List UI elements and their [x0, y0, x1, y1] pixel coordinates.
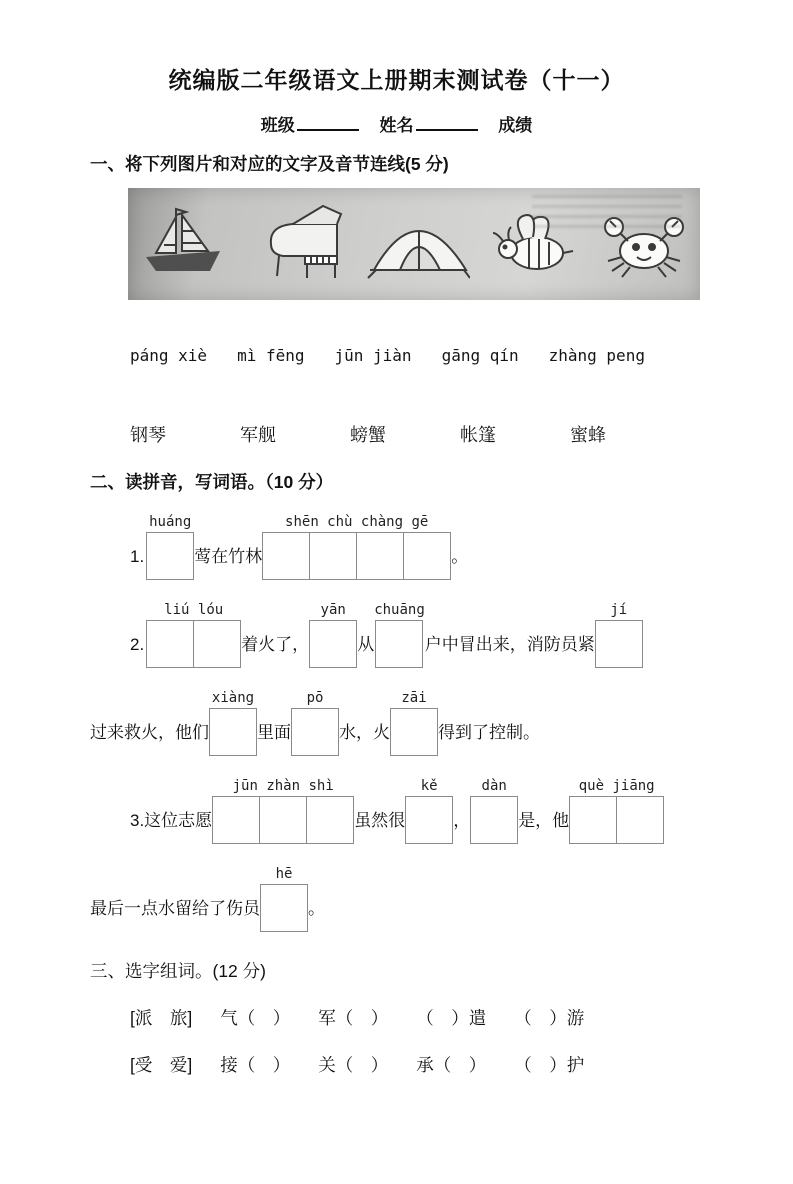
section2-line5	[90, 864, 793, 932]
pinyin-option[interactable]: páng xiè	[130, 346, 208, 365]
pinyin-hint: jí	[610, 602, 628, 618]
answer-box-group	[595, 600, 643, 668]
section3-row1	[130, 1005, 793, 1030]
word-blank[interactable]: （ ）遣	[416, 1008, 487, 1028]
answer-box-group	[569, 776, 664, 844]
answer-cell[interactable]	[595, 620, 643, 668]
answer-box-group	[309, 600, 357, 668]
pinyin-hint: yān	[320, 602, 346, 618]
answer-cell[interactable]	[309, 532, 357, 580]
word-blank[interactable]: （ ）护	[514, 1055, 585, 1075]
item-number: 1.	[130, 547, 145, 566]
answer-box-group	[390, 688, 438, 756]
sentence-text: ，	[453, 811, 471, 830]
answer-cell[interactable]	[146, 620, 194, 668]
pinyin-hint: zāi	[401, 690, 427, 706]
answer-box-group	[405, 776, 453, 844]
answer-box-group	[262, 512, 451, 580]
grand-piano-drawing	[245, 204, 349, 284]
score-label: 成绩	[498, 116, 533, 135]
pinyin-hint: dàn	[481, 778, 507, 794]
word-option[interactable]: 军舰	[240, 425, 276, 445]
word-options-row	[130, 421, 793, 447]
answer-cell[interactable]	[260, 884, 308, 932]
pinyin-options-row	[130, 346, 793, 365]
sentence-text: 得到了控制。	[438, 723, 540, 742]
page-title: 统编版二年级语文上册期末测试卷（十一）	[168, 67, 625, 93]
pinyin-hint: huáng	[149, 514, 192, 530]
paper-bleed-through	[532, 194, 682, 228]
word-blank[interactable]: 承（ ）	[416, 1055, 487, 1075]
sentence-text: 。	[308, 899, 325, 918]
answer-cell[interactable]	[375, 620, 423, 668]
answer-cell[interactable]	[146, 532, 194, 580]
answer-cell[interactable]	[390, 708, 438, 756]
picture-strip	[128, 188, 700, 300]
answer-box-group	[146, 512, 194, 580]
name-blank[interactable]	[416, 111, 478, 131]
name-label: 姓名	[379, 116, 414, 135]
sentence-text: 着火了，	[241, 635, 310, 654]
answer-cell[interactable]	[291, 708, 339, 756]
answer-cell[interactable]	[403, 532, 451, 580]
answer-cell[interactable]	[405, 796, 453, 844]
answer-cell[interactable]	[306, 796, 354, 844]
sentence-text: 最后一点水留给了伤员	[90, 899, 260, 918]
sentence-text: 虽然很	[354, 811, 406, 830]
section3-row2	[130, 1052, 793, 1077]
word-blank[interactable]: 气（ ）	[220, 1008, 291, 1028]
word-option[interactable]: 钢琴	[130, 425, 166, 445]
answer-box-group	[146, 600, 241, 668]
pinyin-option[interactable]: gāng qín	[441, 346, 519, 365]
answer-cell[interactable]	[193, 620, 241, 668]
pinyin-hint: chuāng	[374, 602, 425, 618]
choice-bracket: [派 旅]	[130, 1008, 193, 1028]
section2-line1	[130, 512, 793, 580]
section3-heading: 三、选字组词。(12 分)	[90, 961, 266, 981]
answer-cell[interactable]	[309, 620, 357, 668]
word-blank[interactable]: 接（ ）	[220, 1055, 291, 1075]
pinyin-option[interactable]: jūn jiàn	[334, 346, 412, 365]
answer-cell[interactable]	[209, 708, 257, 756]
sentence-text: 里面	[257, 723, 291, 742]
answer-cell[interactable]	[212, 796, 260, 844]
answer-cell[interactable]	[259, 796, 307, 844]
section1-heading: 一、将下列图片和对应的文字及音节连线(5 分)	[90, 154, 449, 174]
header-fields	[0, 111, 793, 136]
pinyin-option[interactable]: mì fēng	[237, 346, 305, 365]
section2-line3	[90, 688, 793, 756]
answer-cell[interactable]	[569, 796, 617, 844]
sentence-text: 过来救火，他们	[90, 723, 209, 742]
pinyin-hint: què jiāng	[578, 778, 655, 794]
sentence-text: 水，火	[339, 723, 390, 742]
word-option[interactable]: 帐篷	[460, 425, 496, 445]
word-blank[interactable]: （ ）游	[514, 1008, 585, 1028]
sentence-text: 是，他	[518, 811, 570, 830]
section2-line2	[130, 600, 793, 668]
pinyin-hint: hē	[275, 866, 293, 882]
answer-box-group	[470, 776, 518, 844]
word-option[interactable]: 蜜蜂	[570, 425, 606, 445]
pinyin-hint: kě	[420, 778, 438, 794]
pinyin-hint: shēn chù chàng gē	[285, 514, 429, 530]
answer-box-group	[374, 600, 425, 668]
class-label: 班级	[260, 116, 295, 135]
sentence-text: 莺在竹林	[194, 547, 263, 566]
section2-line4	[130, 776, 793, 844]
answer-cell[interactable]	[616, 796, 664, 844]
answer-cell[interactable]	[356, 532, 404, 580]
class-blank[interactable]	[297, 111, 359, 131]
pinyin-hint: pō	[306, 690, 324, 706]
tent-drawing	[366, 206, 470, 282]
answer-box-group	[212, 776, 354, 844]
sentence-text: 户中冒出来，消防员紧	[424, 635, 595, 654]
sentence-text: 。	[451, 547, 469, 566]
pinyin-hint: jūn zhàn shì	[232, 778, 334, 794]
answer-cell[interactable]	[470, 796, 518, 844]
pinyin-hint: xiàng	[211, 690, 255, 706]
answer-box-group	[209, 688, 257, 756]
pinyin-option[interactable]: zhàng peng	[548, 346, 645, 365]
pinyin-hint: liú lóu	[164, 602, 224, 618]
item-number: 2.	[130, 635, 145, 654]
section2-heading: 二、读拼音，写词语。（10 分）	[90, 472, 334, 492]
answer-cell[interactable]	[262, 532, 310, 580]
word-option[interactable]: 螃蟹	[350, 425, 386, 445]
word-blank[interactable]: 关（ ）	[318, 1055, 389, 1075]
word-blank[interactable]: 军（ ）	[318, 1008, 389, 1028]
sentence-text: 从	[357, 635, 375, 654]
answer-box-group	[260, 864, 308, 932]
choice-bracket: [受 爱]	[130, 1055, 193, 1075]
answer-box-group	[291, 688, 339, 756]
sentence-text: 3.这位志愿	[130, 811, 213, 830]
warship-drawing	[136, 205, 228, 283]
